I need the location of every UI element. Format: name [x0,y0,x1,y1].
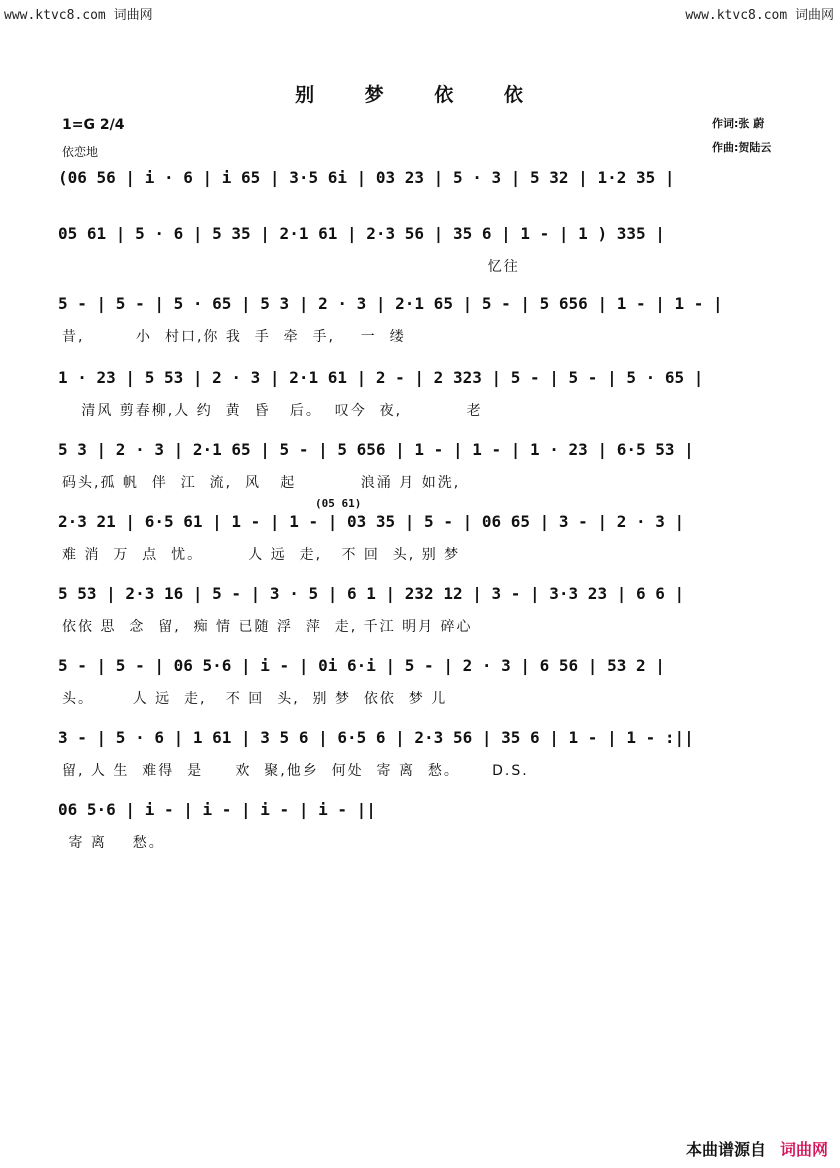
lyric-row: 忆往 [62,259,520,275]
footer [686,1137,828,1160]
notation-row: 05 61 | 5 · 6 | 5 35 | 2·1 61 | 2·3 56 | 35 6 | 1 - | 1 ) 335 | [58,224,665,243]
notation-row: 2·3 21 | 6·5 61 | 1 - | 1 - | 03 35 | 5 - | 06 65 | 3 - | 2 · 3 | [58,512,685,531]
lyric-row: 头。 人 远 走, 不 回 头, 别 梦 依依 梦 儿 [62,691,448,707]
notation-row: 5 - | 5 - | 06 5·6 | i - | 0i 6·i | 5 - | 2 · 3 | 6 56 | 53 2 | [58,656,665,675]
notation-row: (06 56 | i · 6 | i 65 | 3·5 6i | 03 23 | 5 · 3 | 5 32 | 1·2 35 | [58,168,675,187]
composer-credit: 作曲:贺陆云 [712,141,772,154]
lyric-row: 清风 剪春柳,人 约 黄 昏 后。 叹今 夜, 老 [62,403,483,419]
watermark-right: www.ktvc8.com 词曲网 [685,8,834,23]
lyric-row: 依依 思 念 留, 痴 情 已随 浮 萍 走, 千江 明月 碎心 [62,619,473,635]
lyric-row: 码头,孤 帆 伴 江 流, 风 起 浪涌 月 如洗, [62,475,461,491]
notation-row: 5 53 | 2·3 16 | 5 - | 3 · 5 | 6 1 | 232 12 | 3 - | 3·3 23 | 6 6 | [58,584,685,603]
notation-row: 5 3 | 2 · 3 | 2·1 65 | 5 - | 5 656 | 1 - | 1 - | 1 · 23 | 6·5 53 | [58,440,694,459]
notation-row: 3 - | 5 · 6 | 1 61 | 3 5 6 | 6·5 6 | 2·3 56 | 35 6 | 1 - | 1 - :|| [58,728,694,747]
song-title: 别 梦 依 依 [295,84,545,106]
tempo-marking: 依恋地 [62,145,99,159]
watermark-left: www.ktvc8.com 词曲网 [4,8,153,23]
notation-row: 5 - | 5 - | 5 · 65 | 5 3 | 2 · 3 | 2·1 65 | 5 - | 5 656 | 1 - | 1 - | [58,294,723,313]
lyric-row: 难 消 万 点 忧。 人 远 走, 不 回 头, 别 梦 [62,547,461,563]
lyric-row: 寄 离 愁。 [62,835,165,851]
footer-brand: 词曲网 [779,1140,828,1159]
lyric-row: 昔, 小 村口,你 我 手 牵 手, 一 缕 [62,329,406,345]
notation-row: 06 5·6 | i - | i - | i - | i - || [58,800,376,819]
interlude-annotation: (05 61) [315,497,362,510]
notation-row: 1 · 23 | 5 53 | 2 · 3 | 2·1 61 | 2 - | 2 323 | 5 - | 5 - | 5 · 65 | [58,368,704,387]
lyric-row: 留, 人 生 难得 是 欢 聚,他乡 何处 寄 离 愁。 D.S. [62,763,529,779]
footer-source: 本曲谱源自 [685,1140,766,1159]
lyricist-credit: 作词:张 蔚 [712,117,765,130]
key-signature: 1=G 2/4 [62,117,125,133]
